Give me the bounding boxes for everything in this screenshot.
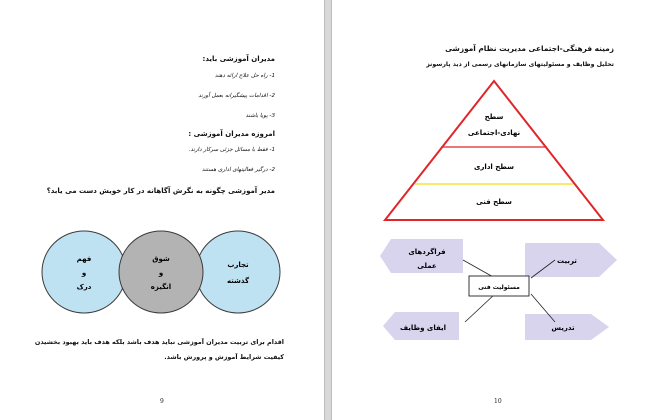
paragraph-line1: اقدام برای تربیت مدیران آموزشی نباید هدف باشد بلکه هدف باید بهبود بخشیدن: [34, 338, 284, 346]
arrow-label-training: تربیت: [557, 257, 577, 265]
pyramid-middle-label: سطح اداری: [473, 163, 515, 171]
list-item: 1- فقط با مسائل جزئی سرکار دارند.: [188, 147, 275, 153]
circle-left-line2: و: [81, 269, 87, 277]
heading-managers-should: مدیران آموزشی باید:: [202, 55, 275, 63]
page-subtitle: تحلیل وظایف و مسئولیتهای سازمانهای رسمی از دید پارسونز: [426, 61, 614, 68]
heading-managers-today: امروزه مدیران آموزشی :: [188, 130, 275, 138]
responsibility-diagram: [377, 236, 622, 348]
pyramid-top-line2: نهادی-اجتماعی: [467, 129, 521, 137]
list-item: 2- اقدامات پیشگیرانه بعمل آورند: [198, 93, 275, 99]
page-number: 10: [494, 398, 502, 405]
right-page: [332, 0, 659, 420]
arrow-label-practical-processes-1: فراگردهای: [408, 248, 446, 256]
circle-experience: [196, 231, 280, 313]
page-gutter: [324, 0, 332, 420]
circle-left-line3: درک: [76, 283, 92, 291]
page-number: 9: [160, 398, 164, 405]
left-page: [0, 0, 324, 420]
circle-right-line2: گذشته: [226, 277, 250, 285]
arrow-label-practical-processes-2: عملی: [417, 262, 437, 270]
venn-circles: [40, 227, 285, 317]
circle-middle-line1: شوق: [152, 255, 170, 263]
list-item: 1- راه حل علاج ارائه دهند: [214, 73, 275, 79]
circle-middle-line3: انگیزه: [150, 283, 172, 291]
circle-right-line1: تجارب: [227, 261, 249, 269]
center-box-label: مسئولیت فنی: [478, 284, 520, 291]
list-item: 3- پویا باشند: [245, 113, 275, 119]
arrow-label-teaching: تدریس: [551, 324, 575, 332]
circle-middle-line2: و: [158, 269, 164, 277]
pyramid-bottom-label: سطح فنی: [476, 198, 512, 206]
paragraph-line2: کیفیت شرایط آموزش و پرورش باشد.: [164, 353, 284, 361]
question-text: مدیر آموزشی چگونه به نگرش آگاهانه در کار خویش دست می یابد؟: [46, 187, 275, 195]
circle-left-line1: فهم: [76, 255, 92, 263]
pyramid-top-line1: سطح: [484, 113, 504, 121]
arrow-label-duties: ایفای وظایف: [399, 324, 447, 332]
list-item: 2- درگیر فعالیتهای اداری هستند: [201, 167, 275, 173]
parsons-pyramid: [382, 78, 607, 224]
page-title: زمینه فرهنگی-اجتماعی مدیریت نظام آموزشی: [445, 44, 614, 53]
